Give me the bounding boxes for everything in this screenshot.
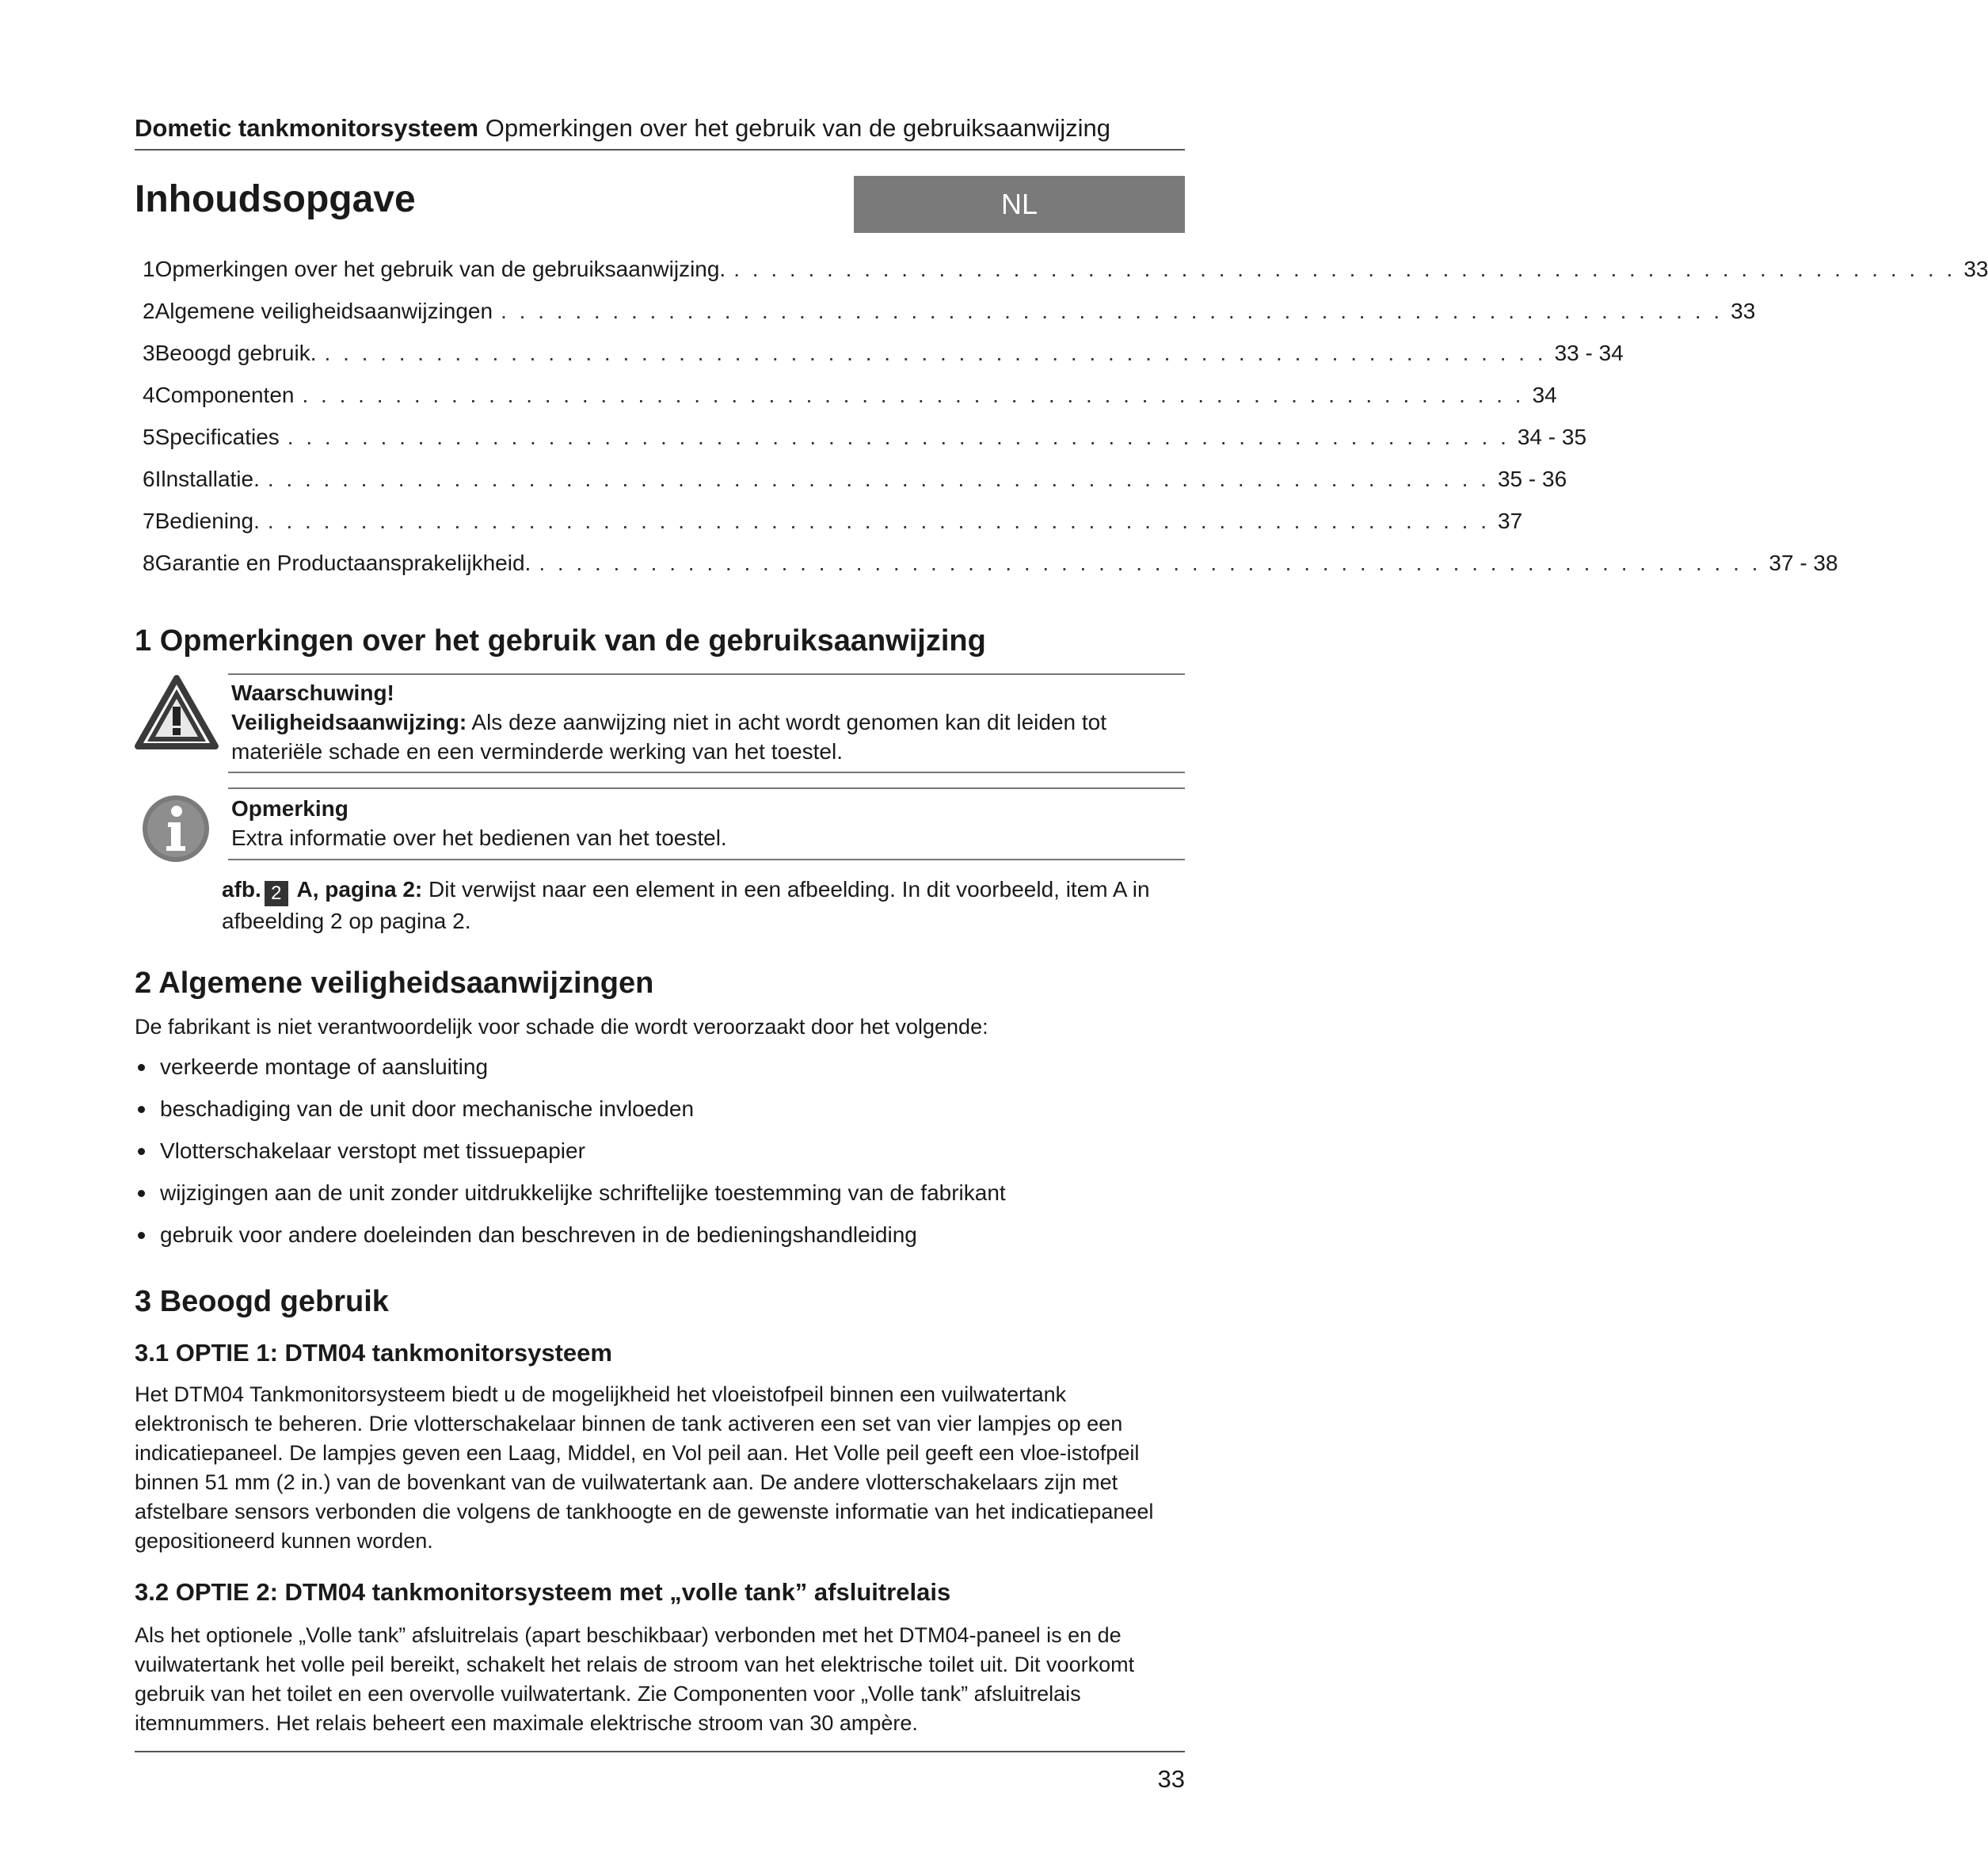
footer-rule <box>135 1751 1185 1752</box>
toc-entry-number: 3 <box>143 341 155 365</box>
figref-suffix: A, pagina 2: <box>291 877 423 902</box>
toc-entry-label: Ilnstallatie. <box>154 467 260 491</box>
section-3-heading: 3 Beoogd gebruik <box>135 1285 389 1318</box>
toc-leader-dots: . . . . . . . . . . . . . . . . . . . . . . . . . . . . . . . . . . . . . . . . . . . . . . . . . . . . . . . . . . . . . . . . . . <box>539 551 1761 575</box>
toc-leader-dots: . . . . . . . . . . . . . . . . . . . . . . . . . . . . . . . . . . . . . . . . . . . . . . . . . . . . . . . . . . . . . . . . . . <box>267 467 1490 491</box>
toc-entry-page: 37 <box>1498 509 1523 533</box>
toc-entry-number: 8 <box>143 551 155 575</box>
subsection-3-1-text: Het DTM04 Tankmonitorsysteem biedt u de mogelijkheid het vloeistofpeil binnen een vuilwatertank elektronisch te beheren. Drie vlotterschakelaar binnen de tank activeren een set van vier lampjes op een indicatiepaneel. De lampjes geven een Laag, Middel, en Vol peil aan. Het Volle peil geeft een vloe-istofpeil binnen 51 mm (2 in.) van de bovenkant van de vuilwatertank aan. De andere vlotterschakelaars zijn met afstelbare sensors verbonden die volgens de tankhoogte en de gewenste informatie van het indicatiepaneel gepositioneerd kunnen worden. <box>135 1382 1154 1553</box>
toc-entry-number: 2 <box>143 299 155 323</box>
info-icon <box>141 794 211 864</box>
toc-entry[interactable] <box>143 547 1838 579</box>
figref-prefix: afb. <box>222 877 261 902</box>
note-bottom-rule <box>228 859 1185 860</box>
toc-entry-number: 1 <box>143 257 155 281</box>
toc-entry-label: Bediening. <box>154 509 260 533</box>
figure-number-box: 2 <box>265 881 288 906</box>
toc-title: Inhoudsopgave <box>135 178 416 220</box>
toc-entry-page: 33 - 34 <box>1554 341 1624 365</box>
toc-entry-page: 34 - 35 <box>1517 425 1587 449</box>
toc-entry-number: 7 <box>143 509 155 533</box>
list-item: verkeerde montage of aansluiting <box>135 1051 488 1083</box>
warning-bottom-rule <box>228 772 1185 773</box>
warning-triangle-icon <box>135 675 219 751</box>
warning-top-rule <box>228 673 1185 675</box>
toc-leader-dots: . . . . . . . . . . . . . . . . . . . . . . . . . . . . . . . . . . . . . . . . . . . . . . . . . . . . . . . . . . . . . . . . . . <box>287 425 1510 449</box>
warning-body <box>231 707 1182 766</box>
list-item: Vlotterschakelaar verstopt met tissuepapier <box>135 1135 585 1167</box>
figref-text: Dit verwijst naar een element in een afbeelding. In dit voorbeeld, item A in afbeelding 2 op pagina 2. <box>222 877 1150 933</box>
toc-entry-page: 34 <box>1532 383 1557 407</box>
toc-entry[interactable] <box>143 505 1523 537</box>
toc-entry-label: Specificaties <box>154 425 280 449</box>
toc-entry-page: 37 - 38 <box>1769 551 1838 575</box>
list-item: wijzigingen aan de unit zonder uitdrukkelijke schriftelijke toestemming van de fabrikant <box>135 1177 1006 1209</box>
running-header <box>135 112 1185 144</box>
header-rule <box>135 149 1185 151</box>
toc-leader-dots: . . . . . . . . . . . . . . . . . . . . . . . . . . . . . . . . . . . . . . . . . . . . . . . . . . . . . . . . . . . . . . . . . . <box>267 509 1491 533</box>
toc-leader-dots: . . . . . . . . . . . . . . . . . . . . . . . . . . . . . . . . . . . . . . . . . . . . . . . . . . . . . . . . . . . . . . . . . . <box>302 383 1525 407</box>
note-text: Extra informatie over het bedienen van het toestel. <box>231 825 727 850</box>
toc-entry-label: Opmerkingen over het gebruik van de gebruiksaanwijzing. <box>154 257 726 281</box>
toc-entry[interactable] <box>143 463 1567 495</box>
toc-entry[interactable] <box>143 379 1557 411</box>
toc-entry-label: Componenten <box>154 383 295 407</box>
warning-label: Veiligheidsaanwijzing: <box>231 710 467 734</box>
toc-entry[interactable] <box>143 295 1756 327</box>
header-product: Dometic tankmonitorsysteem <box>135 114 479 142</box>
toc-entry-number: 5 <box>143 425 155 449</box>
page-number: 33 <box>1157 1765 1185 1793</box>
subsection-3-1-heading: 3.1 OPTIE 1: DTM04 tankmonitorsysteem <box>135 1339 612 1367</box>
section-2-heading: 2 Algemene veiligheidsaanwijzingen <box>135 967 654 1000</box>
warning-title: Waarschuwing! <box>231 681 394 705</box>
section-2-intro: De fabrikant is niet verantwoordelijk voor schade die wordt veroorzaakt door het volgende: <box>135 1015 988 1039</box>
toc-entry-page: 33 <box>1731 299 1756 323</box>
toc-entry[interactable] <box>143 421 1587 453</box>
note-title: Opmerking <box>231 796 348 821</box>
toc-entry-number: 4 <box>143 383 155 407</box>
figure-reference-example <box>222 875 1172 936</box>
subsection-3-2-text: Als het optionele „Volle tank” afsluitrelais (apart beschikbaar) verbonden met het DTM04-paneel is en de vuilwatertank het volle peil bereikt, schakelt het relais de stroom van het elektrische toilet uit. Dit voorkomt gebruik van het toilet en een overvolle vuilwatertank. Zie Componenten voor „Volle tank” afsluitrelais itemnummers. Het relais beheert een maximale elektrische stroom van 30 ampère. <box>135 1623 1135 1735</box>
note-top-rule <box>228 787 1185 789</box>
section-1-heading: 1 Opmerkingen over het gebruik van de gebruiksaanwijzing <box>135 624 986 658</box>
toc-entry-label: Algemene veiligheidsaanwijzingen <box>154 299 493 323</box>
toc-entry-label: Beoogd gebruik. <box>154 341 317 365</box>
toc-entry[interactable] <box>143 254 1988 285</box>
toc-leader-dots: . . . . . . . . . . . . . . . . . . . . . . . . . . . . . . . . . . . . . . . . . . . . . . . . . . . . . . . . . . . . . . . . . . <box>733 257 1956 281</box>
warning-notice <box>231 678 1182 766</box>
note-notice <box>231 794 1182 852</box>
warning-text: Als deze aanwijzing niet in acht wordt genomen kan dit leiden tot materiële schade en een verminderde werking van het toestel. <box>231 710 1107 764</box>
subsection-3-2-heading: 3.2 OPTIE 2: DTM04 tankmonitorsysteem met „volle tank” afsluitrelais <box>135 1578 951 1606</box>
list-item: gebruik voor andere doeleinden dan beschreven in de bedieningshandleiding <box>135 1219 917 1251</box>
toc-entry-number: 6 <box>143 467 155 491</box>
toc-entry-label: Garantie en Productaansprakelijkheid. <box>154 551 531 575</box>
toc-entry[interactable] <box>143 337 1624 369</box>
language-badge: NL <box>854 176 1185 233</box>
toc-leader-dots: . . . . . . . . . . . . . . . . . . . . . . . . . . . . . . . . . . . . . . . . . . . . . . . . . . . . . . . . . . . . . . . . . . <box>324 341 1547 365</box>
toc-entry-page: 35 - 36 <box>1497 467 1567 491</box>
list-item: beschadiging van de unit door mechanische invloeden <box>135 1093 694 1125</box>
header-chapter: Opmerkingen over het gebruik van de gebruiksaanwijzing <box>478 114 1110 142</box>
toc-leader-dots: . . . . . . . . . . . . . . . . . . . . . . . . . . . . . . . . . . . . . . . . . . . . . . . . . . . . . . . . . . . . . . . . . . <box>501 299 1723 323</box>
toc-entry-page: 33 <box>1963 257 1988 281</box>
